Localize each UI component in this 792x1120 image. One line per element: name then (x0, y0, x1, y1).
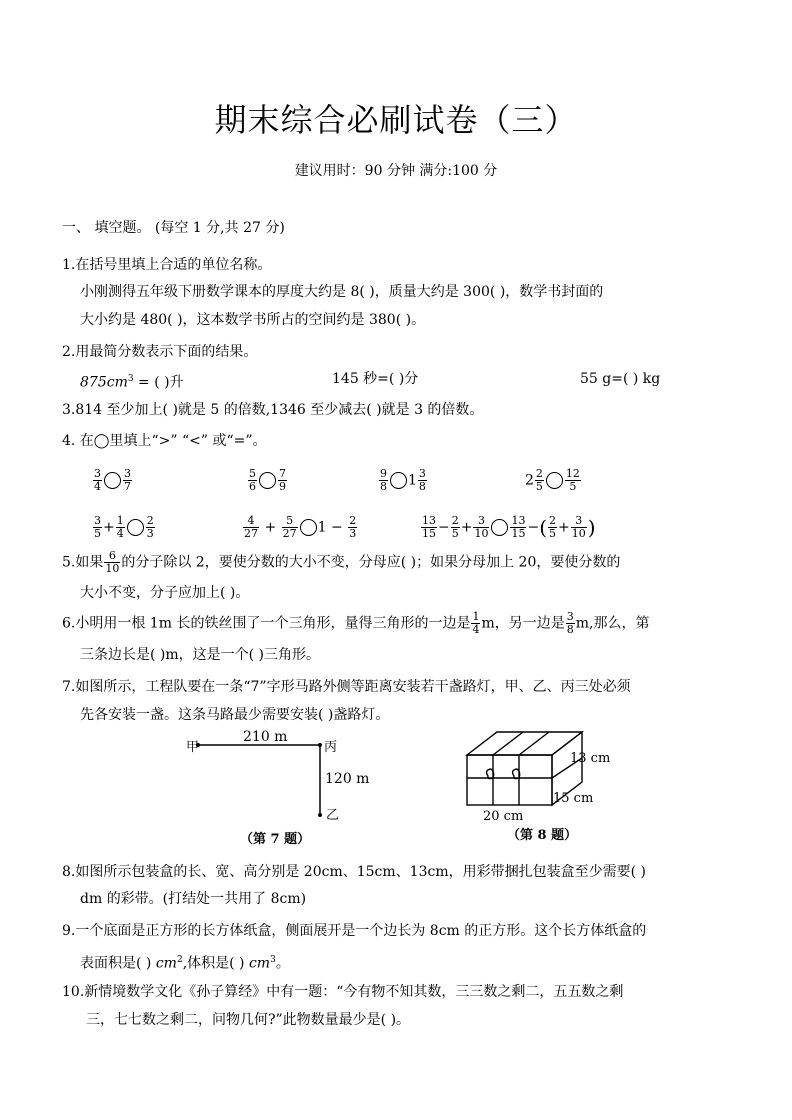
compare-item-4: 2 $\frac{2}{5}$ $\frac{12}{5}$ (525, 467, 580, 493)
box-front-face (467, 755, 552, 805)
compare-circle[interactable] (127, 519, 144, 536)
compare-circle[interactable] (546, 472, 563, 489)
compare-circle[interactable] (259, 472, 276, 489)
question-4-stem: 4. 在◯里填上“>” “<” 或“=”。 (62, 433, 267, 449)
label-side-length: 120 m (325, 771, 370, 787)
compare-item-1: $\frac{3}{4}$ $\frac{3}{7}$ (94, 467, 131, 493)
compare-item-7: $\frac{13}{15}$ − $\frac{2}{5}$ + $\frac{3}{10}$ $\frac{13}{15}$ −( $\frac{2}{5}$ + $\frac{3}{10}$ ) (422, 514, 596, 540)
question-1-line-2: 小刚测得五年级下册数学课本的厚度大约是 8( )，质量大约是 300( )，数学书封面的 (80, 284, 604, 300)
question-9-line-1: 9.一个底面是正方形的长方体纸盒，侧面展开是一个边长为 8cm 的正方形。这个长方体纸盒的 (62, 923, 647, 939)
volume-unit: cm (106, 374, 128, 391)
volume-value: 875 (80, 374, 107, 391)
question-10-line-2: 三，七七数之剩二，问物几何?”此物数量最少是( )。 (86, 1012, 411, 1028)
section-heading: 一、 填空题。 (每空 1 分,共 27 分) (62, 220, 285, 236)
question-2-part-c: 55 g=( ) kg (580, 371, 661, 387)
page-subtitle: 建议用时：90 分钟 满分:100 分 (294, 163, 498, 179)
figure-7-road-diagram (170, 725, 390, 850)
volume-exponent: 3 (127, 374, 134, 384)
compare-circle[interactable] (300, 519, 317, 536)
page-title: 期末综合必刷试卷（三） (214, 101, 578, 139)
label-jia: 甲 (186, 740, 200, 755)
label-bing: 丙 (324, 740, 338, 755)
compare-item-5: $\frac{3}{5}$ + $\frac{1}{4}$ $\frac{2}{3}$ (94, 514, 154, 540)
question-2-stem: 2.用最简分数表示下面的结果。 (62, 344, 258, 360)
question-8-line-1: 8.如图所示包装盒的长、宽、高分别是 20cm、15cm、13cm，用彩带捆扎包装盒至少需要( ) (62, 864, 646, 880)
label-yi: 乙 (326, 808, 340, 823)
question-9-line-2: 表面积是( ) $cm^2$,体积是( ) $cm^3$。 (80, 955, 290, 972)
question-5-line-2: 大小不变，分子应加上( )。 (80, 585, 250, 601)
figure-8-caption: （第 8 题） (507, 828, 578, 843)
compare-item-2: $\frac{5}{6}$ $\frac{7}{9}$ (249, 467, 286, 493)
compare-item-6: $\frac{4}{27}$ + $\frac{5}{27}$ 1 − $\frac{2}{3}$ (244, 514, 357, 540)
label-top-length: 210 m (243, 729, 288, 745)
question-2-part-b: 145 秒=( )分 (332, 371, 419, 387)
figure-8-box-diagram (455, 720, 625, 845)
label-height: 13 cm (570, 751, 611, 766)
label-width: 15 cm (553, 791, 594, 806)
compare-item-3: $\frac{9}{8}$ 1 $\frac{3}{8}$ (380, 467, 426, 493)
volume-answer-blank: = ( )升 (133, 374, 184, 391)
question-2-part-a (80, 369, 184, 393)
point-bing (318, 743, 322, 747)
figure-7-caption: （第 7 题） (240, 832, 311, 847)
question-7-line-2: 先各安装一盏。这条马路最少需要安装( )盏路灯。 (80, 707, 390, 723)
question-10-line-1: 10.新情境数学文化《孙子算经》中有一题：“今有物不知其数，三三数之剩二，五五数之剩 (62, 984, 624, 1000)
question-6-line-2: 三条边长是( )m，这是一个( )三角形。 (80, 647, 321, 663)
question-5-line-1: 5.如果 $\frac{6}{10}$ 的分子除以 2，要使分数的大小不变，分母应( )；如果分母加上 20，要使分数的 (62, 549, 621, 575)
point-yi (318, 813, 322, 817)
compare-circle[interactable] (491, 519, 508, 536)
question-1-line-3: 大小约是 480( )，这本数学书所占的空间约是 380( )。 (80, 312, 426, 328)
compare-circle[interactable] (390, 472, 407, 489)
question-7-line-1: 7.如图所示，工程队要在一条“7”字形马路外侧等距离安装若干盏路灯，甲、乙、丙三处必须 (62, 679, 631, 695)
question-1-stem: 1.在括号里填上合适的单位名称。 (62, 257, 272, 273)
question-8-line-2: dm 的彩带。(打结处一共用了 8cm) (80, 891, 307, 907)
question-6-line-1: 6.小明用一根 1m 长的铁丝围了一个三角形，量得三角形的一边是 $\frac{1}{4}$ m，另一边是 $\frac{3}{8}$ m,那么，第 (62, 610, 650, 636)
question-3-stem: 3.814 至少加上( )就是 5 的倍数,1346 至少减去( )就是 3 的倍数。 (62, 402, 484, 418)
label-length: 20 cm (483, 809, 524, 824)
compare-circle[interactable] (104, 472, 121, 489)
